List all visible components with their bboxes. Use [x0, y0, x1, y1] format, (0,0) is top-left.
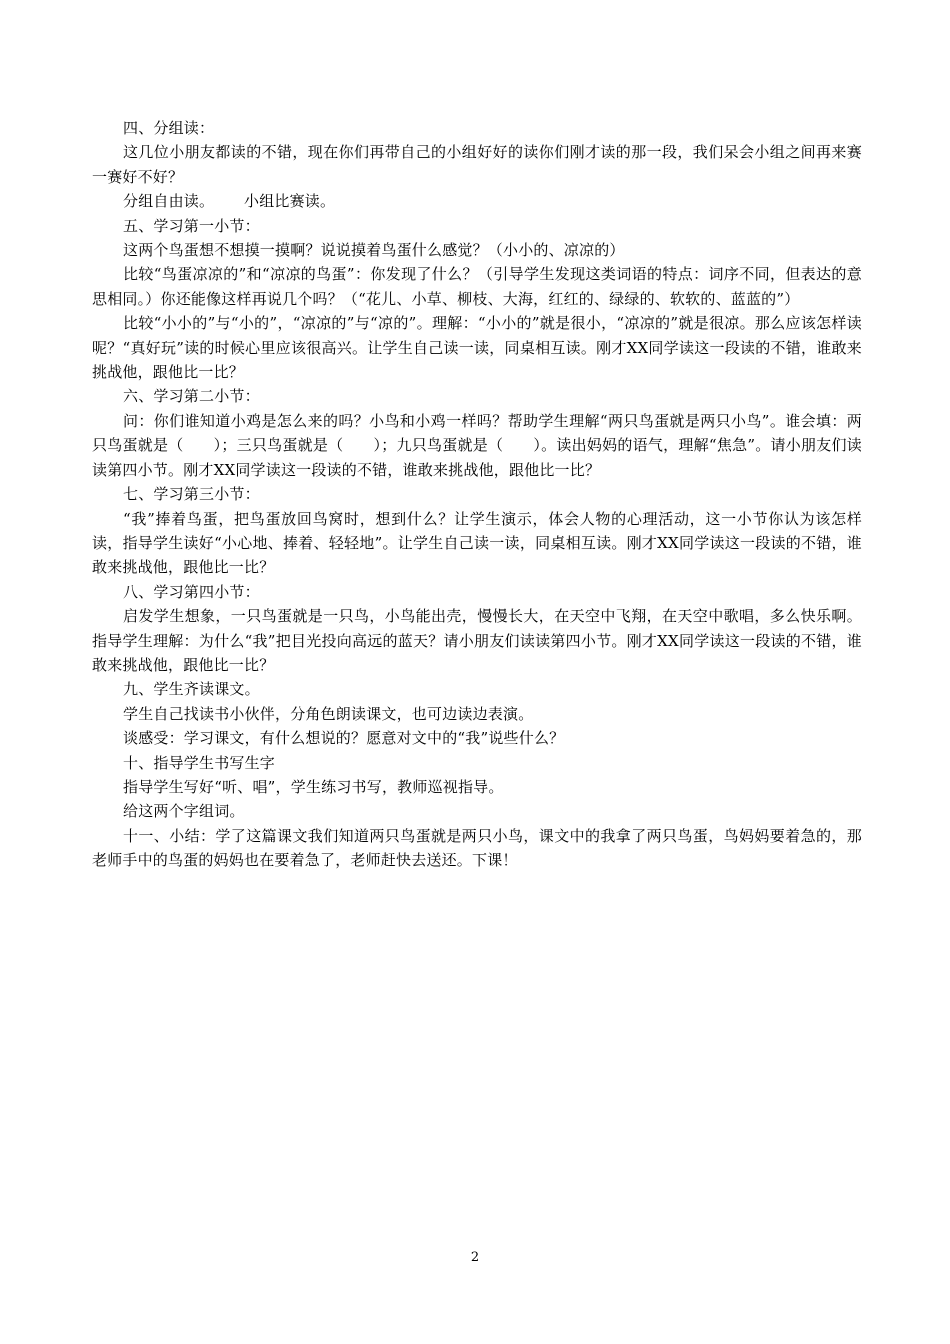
- paragraph: “我”捧着鸟蛋，把鸟蛋放回鸟窝时，想到什么？让学生演示，体会人物的心理活动，这一小节你认为该怎样读，指导学生读好“小心地、捧着、轻轻地”。让学生自己读一读，同桌相互读。刚才XX同学读这一段读的不错，谁敢来挑战他，跟他比一比？: [92, 509, 862, 577]
- page-number: 2: [470, 1250, 480, 1265]
- heading-writing: 十、指导学生书写生字: [123, 753, 276, 772]
- paragraph: 启发学生想象，一只鸟蛋就是一只鸟，小鸟能出壳，慢慢长大，在天空中飞翔，在天空中歌唱，多么快乐啊。指导学生理解：为什么“我”把目光投向高远的蓝天？请小朋友们读读第四小节。刚才XX同学读这一段读的不错，谁敢来挑战他，跟他比一比？: [92, 607, 862, 674]
- heading-section-three: 七、学习第三小节：: [123, 485, 260, 504]
- heading-read-aloud: 九、学生齐读课文。: [123, 680, 260, 699]
- paragraph: 这两个鸟蛋想不想摸一摸啊？说说摸着鸟蛋什么感觉？（小小的、凉凉的）: [123, 241, 625, 260]
- paragraph: 谈感受：学习课文，有什么想说的？愿意对文中的“我”说些什么？: [123, 729, 565, 748]
- paragraph: 给这两个字组词。: [123, 802, 245, 821]
- heading-section-two: 六、学习第二小节：: [123, 387, 260, 406]
- heading-section-four: 八、学习第四小节：: [123, 582, 260, 601]
- heading-section-one: 五、学习第一小节：: [123, 216, 260, 235]
- paragraph: 分组自由读。 小组比赛读。: [123, 192, 336, 211]
- paragraph: 问：你们谁知道小鸡是怎么来的吗？小鸟和小鸡一样吗？帮助学生理解“两只鸟蛋就是两只小鸟”。谁会填：两只鸟蛋就是（ ）；三只鸟蛋就是（ ）；九只鸟蛋就是（ ）。读出妈妈的语气，理解“焦急”。请小朋友们读读第四小节。刚才XX同学读这一段读的不错，谁敢来挑战他，跟他比一比？: [92, 411, 862, 479]
- paragraph: 这几位小朋友都读的不错，现在你们再带自己的小组好好的读你们刚才读的那一段，我们呆会小组之间再来赛一赛好不好？: [92, 143, 862, 186]
- document-body: [92, 116, 862, 873]
- paragraph-summary: 十一、小结：学了这篇课文我们知道两只鸟蛋就是两只小鸟，课文中的我拿了两只鸟蛋，鸟妈妈要着急的，那老师手中的鸟蛋的妈妈也在要着急了，老师赶快去送还。下课！: [92, 826, 862, 870]
- paragraph: 指导学生写好“听、唱”，学生练习书写，教师巡视指导。: [123, 777, 504, 796]
- paragraph: 学生自己找读书小伙伴，分角色朗读课文，也可边读边表演。: [123, 704, 534, 723]
- paragraph: 比较“鸟蛋凉凉的”和“凉凉的鸟蛋”：你发现了什么？（引导学生发现这类词语的特点：词序不同，但表达的意思相同。）你还能像这样再说几个吗？（“花儿、小草、柳枝、大海，红红的、绿绿的、软软的、蓝蓝的”）: [92, 265, 862, 308]
- paragraph: 比较“小小的”与“小的”，“凉凉的”与“凉的”。理解：“小小的”就是很小，“凉凉的”就是很凉。那么应该怎样读呢？“真好玩”读的时候心里应该很高兴。让学生自己读一读，同桌相互读。刚才XX同学读这一段读的不错，谁敢来挑战他，跟他比一比？: [92, 314, 862, 382]
- heading-group-reading: 四、分组读：: [123, 119, 215, 137]
